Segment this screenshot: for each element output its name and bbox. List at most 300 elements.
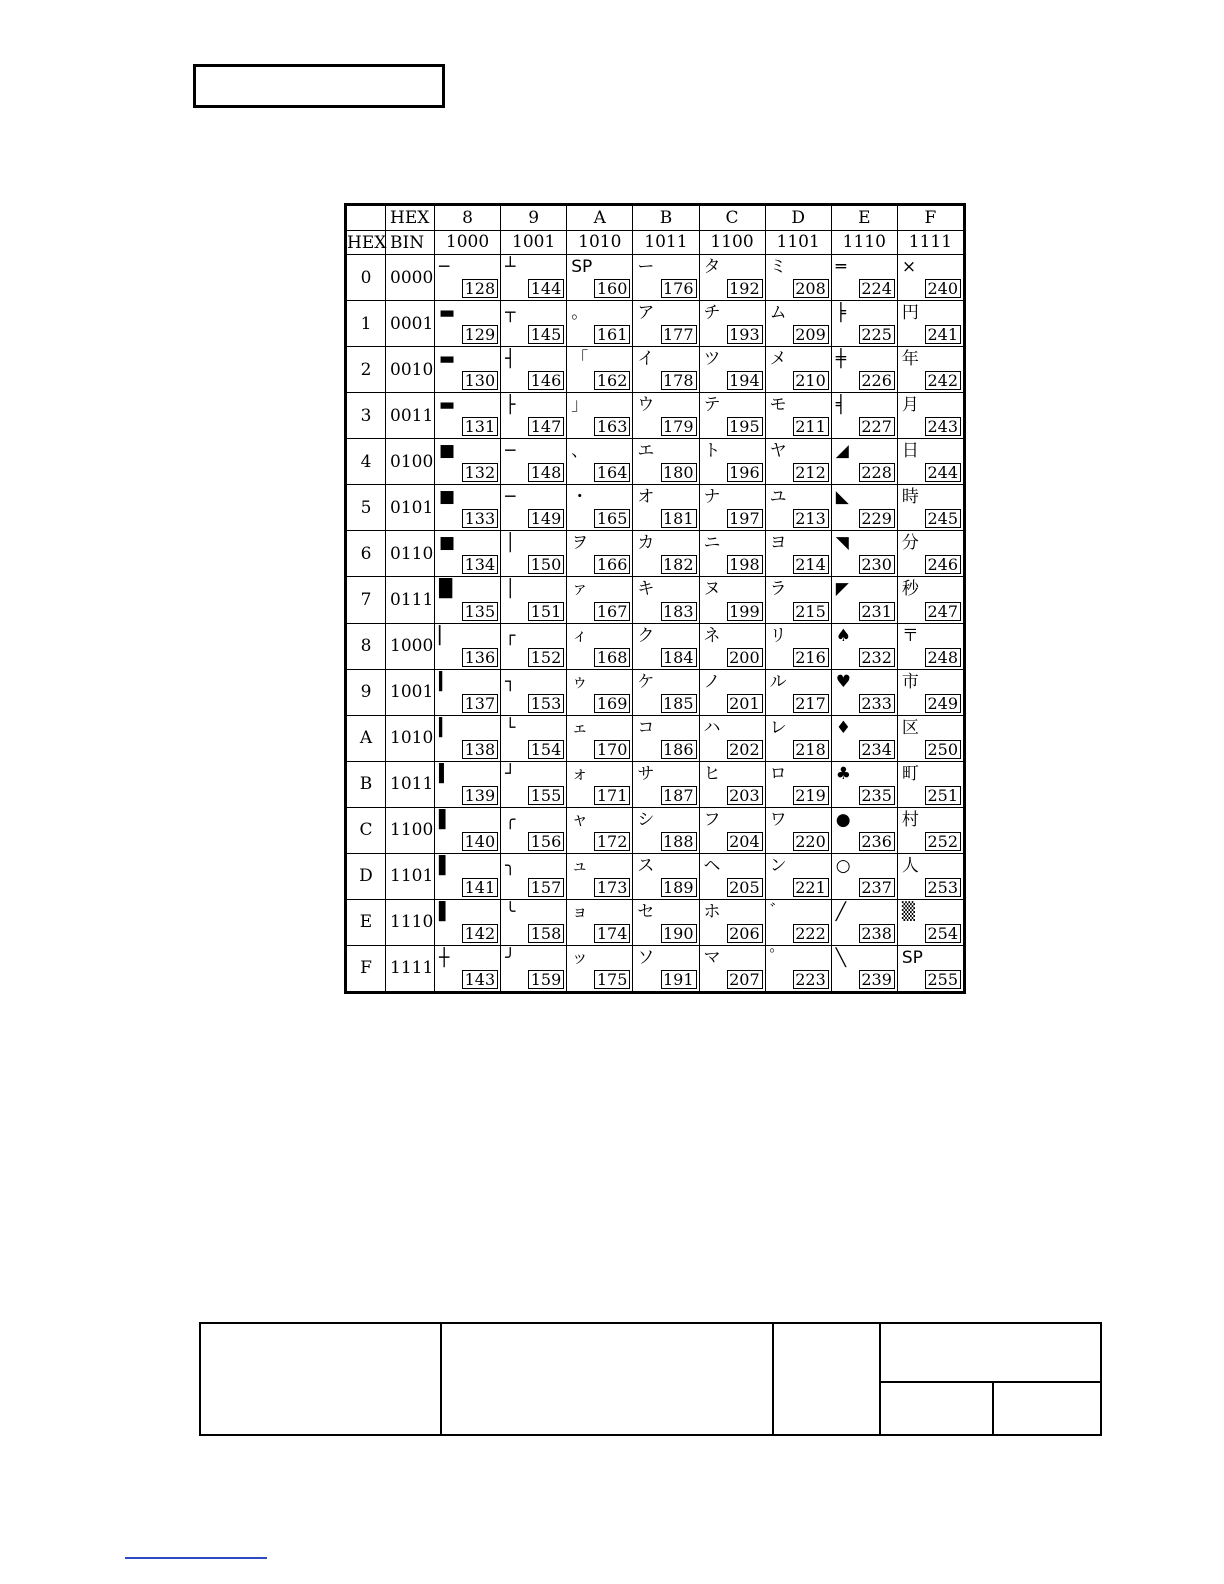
character-glyph: テ: [703, 395, 721, 416]
character-code: 217: [793, 694, 829, 713]
corner-bin-label: BIN: [386, 231, 435, 255]
character-cell: [765, 347, 831, 393]
character-glyph: SP: [571, 257, 593, 277]
column-bin-header: 1101: [765, 231, 831, 255]
character-cell: [501, 669, 567, 715]
character-cell: [831, 301, 897, 347]
character-glyph: █: [439, 579, 453, 600]
row-hex-header: F: [347, 945, 386, 991]
character-code: 197: [727, 509, 763, 528]
row-bin-header: 1111: [386, 945, 435, 991]
character-code: 181: [661, 509, 697, 528]
character-glyph: ム: [769, 303, 787, 324]
character-code: 137: [462, 694, 498, 713]
character-cell: [435, 347, 501, 393]
column-bin-header: 1011: [633, 231, 699, 255]
character-cell: [633, 347, 699, 393]
character-cell: [501, 255, 567, 301]
column-bin-header: 1000: [435, 231, 501, 255]
character-cell: [567, 393, 633, 439]
character-code: 218: [793, 740, 829, 759]
character-cell: [501, 393, 567, 439]
character-glyph: ■: [439, 533, 456, 554]
character-cell: [765, 577, 831, 623]
character-code: 245: [925, 509, 961, 528]
row-hex-header: 3: [347, 393, 386, 439]
table-row: [347, 393, 964, 439]
character-cell: [897, 347, 963, 393]
column-hex-header: F: [897, 206, 963, 231]
character-code: 242: [925, 371, 961, 390]
column-hex-header: D: [765, 206, 831, 231]
character-glyph: ▎: [439, 717, 453, 738]
character-glyph: ュ: [571, 855, 589, 876]
character-cell: [435, 761, 501, 807]
character-code: 186: [661, 740, 697, 759]
character-glyph: 時: [901, 487, 919, 508]
character-code: 211: [793, 417, 829, 436]
character-glyph: ♣: [835, 763, 851, 784]
character-glyph: 市: [901, 671, 919, 692]
character-code: 152: [528, 648, 564, 667]
character-cell: [633, 669, 699, 715]
character-code: 136: [462, 648, 498, 667]
character-code: 166: [594, 555, 630, 574]
row-hex-header: 0: [347, 255, 386, 301]
character-glyph: ╪: [835, 349, 846, 370]
character-code: 192: [727, 279, 763, 298]
character-cell: [699, 853, 765, 899]
character-glyph: ╭: [505, 809, 516, 830]
character-cell: [831, 485, 897, 531]
character-code: 249: [925, 694, 961, 713]
character-cell: [699, 945, 765, 991]
character-glyph: ▍: [439, 763, 453, 784]
character-code: 128: [462, 279, 498, 298]
character-glyph: ├: [505, 395, 516, 416]
character-glyph: チ: [703, 303, 721, 324]
character-cell: [699, 669, 765, 715]
table-row: [347, 715, 964, 761]
character-glyph: ナ: [703, 487, 721, 508]
character-glyph: 村: [901, 809, 919, 830]
character-code: 248: [925, 648, 961, 667]
character-cell: [897, 807, 963, 853]
character-cell: [699, 439, 765, 485]
character-code: 183: [661, 602, 697, 621]
character-code: 129: [462, 325, 498, 344]
row-bin-header: 1110: [386, 899, 435, 945]
character-glyph: 、: [571, 441, 589, 462]
character-code: 133: [462, 509, 498, 528]
character-cell: [633, 807, 699, 853]
character-glyph: SP: [901, 947, 923, 968]
character-glyph: エ: [637, 441, 655, 462]
character-cell: [435, 301, 501, 347]
character-cell: [567, 485, 633, 531]
character-code: 157: [528, 878, 564, 897]
character-code: 139: [462, 786, 498, 805]
character-glyph: ╞: [835, 303, 846, 324]
character-glyph: ユ: [769, 487, 787, 508]
column-bin-header-row: [347, 231, 964, 255]
row-bin-header: 1010: [386, 715, 435, 761]
character-cell: [897, 439, 963, 485]
character-code: 184: [661, 648, 697, 667]
character-glyph: ョ: [571, 901, 589, 922]
character-cell: [831, 807, 897, 853]
character-code: 158: [528, 924, 564, 943]
character-cell: [765, 439, 831, 485]
character-code: 208: [793, 279, 829, 298]
character-code: 194: [727, 371, 763, 390]
character-cell: [897, 669, 963, 715]
character-code: 230: [859, 555, 895, 574]
character-code: 237: [859, 878, 895, 897]
character-glyph: ル: [769, 671, 787, 692]
character-glyph: ╱: [835, 901, 846, 922]
row-hex-header: 1: [347, 301, 386, 347]
column-hex-header: 8: [435, 206, 501, 231]
character-glyph: ゜: [769, 947, 787, 968]
character-code: 147: [528, 417, 564, 436]
character-code: 220: [793, 832, 829, 851]
character-cell: [699, 899, 765, 945]
character-cell: [567, 945, 633, 991]
character-glyph: │: [505, 533, 516, 554]
character-code: 202: [727, 740, 763, 759]
character-code: 188: [661, 832, 697, 851]
character-code: 135: [462, 602, 498, 621]
character-code: 177: [661, 325, 697, 344]
character-code: 234: [859, 740, 895, 759]
character-code: 244: [925, 463, 961, 482]
character-glyph: ╲: [835, 947, 846, 968]
character-cell: [567, 255, 633, 301]
character-glyph: ▌: [439, 809, 453, 830]
character-cell: [831, 761, 897, 807]
character-glyph: ヲ: [571, 533, 589, 554]
character-code: 227: [859, 417, 895, 436]
character-code: 154: [528, 740, 564, 759]
character-glyph: ニ: [703, 533, 721, 554]
character-glyph: ◥: [835, 533, 849, 554]
character-cell: [435, 531, 501, 577]
column-hex-header: E: [831, 206, 897, 231]
character-glyph: ヒ: [703, 763, 721, 784]
character-code: 203: [727, 786, 763, 805]
row-hex-header: 8: [347, 623, 386, 669]
character-glyph: ネ: [703, 625, 721, 646]
character-code: 170: [594, 740, 630, 759]
character-glyph: 」: [571, 395, 589, 416]
character-code: 204: [727, 832, 763, 851]
character-cell: [699, 761, 765, 807]
column-hex-header: 9: [501, 206, 567, 231]
character-glyph: ヌ: [703, 579, 721, 600]
character-code: 251: [925, 786, 961, 805]
character-cell: [435, 255, 501, 301]
character-code: 131: [462, 417, 498, 436]
character-cell: [897, 531, 963, 577]
row-bin-header: 0011: [386, 393, 435, 439]
table-row: [347, 807, 964, 853]
character-code: 250: [925, 740, 961, 759]
character-glyph: ロ: [769, 763, 787, 784]
character-code: 253: [925, 878, 961, 897]
character-glyph: ╰: [505, 901, 516, 922]
character-cell: [435, 945, 501, 991]
row-hex-header: 7: [347, 577, 386, 623]
character-code: 178: [661, 371, 697, 390]
character-cell: [831, 531, 897, 577]
character-code: 171: [594, 786, 630, 805]
table-row: [347, 899, 964, 945]
character-code: 219: [793, 786, 829, 805]
character-glyph: ×: [901, 257, 917, 277]
character-cell: [501, 485, 567, 531]
title-block-divider: [992, 1381, 994, 1434]
row-hex-header: E: [347, 899, 386, 945]
character-code: 226: [859, 371, 895, 390]
character-code: 159: [528, 970, 564, 989]
character-cell: [633, 531, 699, 577]
character-code: 232: [859, 648, 895, 667]
character-glyph: ス: [637, 855, 655, 876]
character-cell: [567, 577, 633, 623]
character-code: 231: [859, 602, 895, 621]
character-cell: [699, 301, 765, 347]
character-cell: [435, 899, 501, 945]
character-code: 173: [594, 878, 630, 897]
character-glyph: ┴: [505, 257, 516, 277]
character-glyph: 分: [901, 533, 919, 554]
row-bin-header: 0100: [386, 439, 435, 485]
character-cell: [435, 393, 501, 439]
title-block-divider: [879, 1381, 1100, 1383]
character-glyph: ゥ: [571, 671, 589, 692]
character-glyph: ▎: [439, 671, 453, 692]
character-cell: [831, 899, 897, 945]
character-glyph: カ: [637, 533, 655, 554]
title-box: [193, 64, 445, 108]
character-glyph: レ: [769, 717, 787, 738]
character-code: 235: [859, 786, 895, 805]
character-code: 169: [594, 694, 630, 713]
character-glyph: ▒: [901, 901, 915, 922]
character-glyph: ♥: [835, 671, 851, 692]
character-glyph: 月: [901, 395, 919, 416]
character-code: 224: [859, 279, 895, 298]
character-glyph: ♠: [835, 625, 851, 646]
character-glyph: 「: [571, 349, 589, 370]
corner-hex-label: HEX: [386, 206, 435, 231]
character-code: 145: [528, 325, 564, 344]
character-code: 201: [727, 694, 763, 713]
table-row: [347, 255, 964, 301]
character-cell: [699, 577, 765, 623]
character-glyph: 円: [901, 303, 919, 324]
character-cell: [831, 393, 897, 439]
character-cell: [699, 623, 765, 669]
character-code: 172: [594, 832, 630, 851]
character-glyph: ウ: [637, 395, 655, 416]
character-glyph: コ: [637, 717, 655, 738]
character-glyph: ア: [637, 303, 655, 324]
character-glyph: 町: [901, 763, 919, 784]
character-code: 132: [462, 463, 498, 482]
character-code: 176: [661, 279, 697, 298]
character-cell: [435, 853, 501, 899]
footer-link-underline: [125, 1557, 267, 1559]
character-glyph: └: [505, 717, 516, 738]
character-cell: [567, 301, 633, 347]
table-row: [347, 853, 964, 899]
title-block-divider: [440, 1324, 442, 1434]
character-code: 160: [594, 279, 630, 298]
character-glyph: ゛: [769, 901, 787, 922]
character-cell: [435, 439, 501, 485]
character-glyph: │: [505, 579, 516, 600]
character-cell: [435, 715, 501, 761]
row-bin-header: 0111: [386, 577, 435, 623]
character-code: 252: [925, 832, 961, 851]
character-code: 182: [661, 555, 697, 574]
code-table-body: [347, 206, 964, 992]
character-code: 243: [925, 417, 961, 436]
character-code: 174: [594, 924, 630, 943]
character-code: 153: [528, 694, 564, 713]
character-cell: [633, 577, 699, 623]
character-cell: [567, 761, 633, 807]
character-code: 216: [793, 648, 829, 667]
character-cell: [765, 853, 831, 899]
character-code: 215: [793, 602, 829, 621]
character-code: 240: [925, 279, 961, 298]
character-glyph: ─: [505, 487, 516, 508]
character-cell: [501, 807, 567, 853]
character-glyph: ケ: [637, 671, 655, 692]
row-hex-header: D: [347, 853, 386, 899]
character-code: 207: [727, 970, 763, 989]
character-glyph: シ: [637, 809, 655, 830]
row-hex-header: 9: [347, 669, 386, 715]
character-glyph: ェ: [571, 717, 589, 738]
row-bin-header: 1001: [386, 669, 435, 715]
character-cell: [897, 853, 963, 899]
character-code: 142: [462, 924, 498, 943]
character-glyph: ホ: [703, 901, 721, 922]
table-row: [347, 301, 964, 347]
character-cell: [501, 347, 567, 393]
character-code: 213: [793, 509, 829, 528]
character-cell: [897, 485, 963, 531]
character-cell: [501, 439, 567, 485]
character-code: 151: [528, 602, 564, 621]
character-cell: [501, 301, 567, 347]
character-code: 134: [462, 555, 498, 574]
character-cell: [765, 255, 831, 301]
character-cell: [567, 669, 633, 715]
character-cell: [633, 623, 699, 669]
character-glyph: オ: [637, 487, 655, 508]
character-code: 179: [661, 417, 697, 436]
character-cell: [501, 623, 567, 669]
character-cell: [699, 807, 765, 853]
character-cell: [435, 577, 501, 623]
character-code: 209: [793, 325, 829, 344]
character-code: 164: [594, 463, 630, 482]
character-glyph: ◣: [835, 487, 849, 508]
character-glyph: ┤: [505, 349, 516, 370]
character-cell: [897, 301, 963, 347]
character-glyph: 区: [901, 717, 919, 738]
character-cell: [699, 531, 765, 577]
character-glyph: ー: [637, 257, 655, 277]
row-hex-header: B: [347, 761, 386, 807]
row-hex-header: 4: [347, 439, 386, 485]
table-row: [347, 347, 964, 393]
character-glyph: ┘: [505, 763, 516, 784]
character-code: 214: [793, 555, 829, 574]
character-cell: [765, 715, 831, 761]
character-cell: [699, 715, 765, 761]
character-cell: [633, 485, 699, 531]
character-glyph: ク: [637, 625, 655, 646]
table-row: [347, 485, 964, 531]
character-cell: [633, 255, 699, 301]
character-glyph: ●: [835, 809, 851, 830]
character-code: 239: [859, 970, 895, 989]
character-cell: [897, 761, 963, 807]
character-code: 247: [925, 602, 961, 621]
character-code: 165: [594, 509, 630, 528]
row-hex-label: HEX: [347, 232, 387, 253]
character-glyph: ─: [439, 257, 450, 277]
character-cell: [765, 393, 831, 439]
table-row: [347, 669, 964, 715]
character-glyph: 〒: [901, 625, 919, 646]
character-code: 195: [727, 417, 763, 436]
character-glyph: ン: [769, 855, 787, 876]
table-row: [347, 577, 964, 623]
character-cell: [699, 485, 765, 531]
character-glyph: 人: [901, 855, 919, 876]
character-cell: [765, 301, 831, 347]
character-cell: [501, 761, 567, 807]
character-glyph: ィ: [571, 625, 589, 646]
character-glyph: ・: [571, 487, 589, 508]
column-hex-header: A: [567, 206, 633, 231]
character-code: 233: [859, 694, 895, 713]
character-code: 221: [793, 878, 829, 897]
row-bin-header: 1000: [386, 623, 435, 669]
row-bin-header: 0000: [386, 255, 435, 301]
character-cell: [897, 393, 963, 439]
character-code: 241: [925, 325, 961, 344]
character-code: 228: [859, 463, 895, 482]
character-code: 205: [727, 878, 763, 897]
character-cell: [501, 945, 567, 991]
character-glyph: ○: [835, 855, 851, 876]
character-code: 246: [925, 555, 961, 574]
character-cell: [831, 715, 897, 761]
character-glyph: キ: [637, 579, 655, 600]
table-row: [347, 945, 964, 991]
character-cell: [567, 715, 633, 761]
character-code-table: [344, 203, 966, 994]
character-glyph: イ: [637, 349, 655, 370]
